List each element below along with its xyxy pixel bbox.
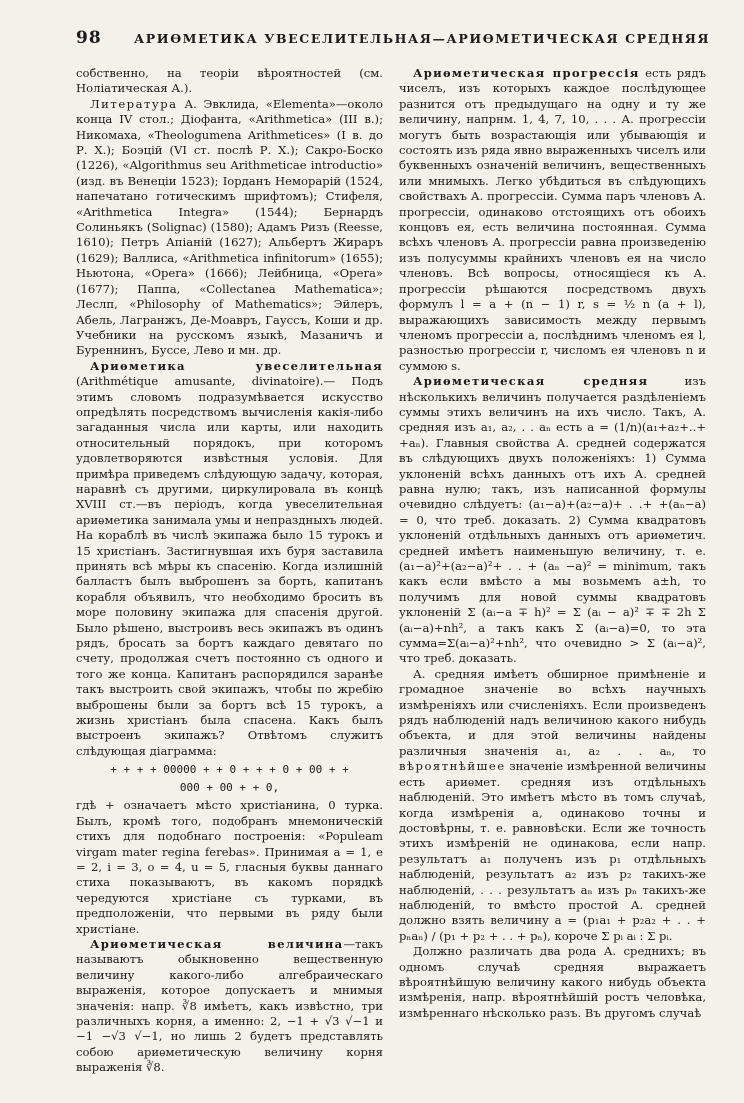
entry-term: Ариѳметическая средняя <box>413 374 649 389</box>
paragraph-text: А. средняя имѣетъ обширное примѣненіе и громадное значеніе во всѣхъ научныхъ измѣреніяхъ или счисленіяхъ. Если произведенъ рядъ наблюденій надъ величиною какого нибудь объекта, и для этой величины найдены различныя значенія a₁, a₂ . . aₙ, то <box>399 666 706 758</box>
paragraph-literature <box>76 97 383 359</box>
entry-arithmetic-amusing <box>76 359 383 760</box>
page-header <box>76 28 711 54</box>
entry-text: есть рядъ чиселъ, изъ которыхъ каждое послѣдующее разнится отъ предыдущаго на одну и ту же величину, напрнм. 1, 4, 7, 10, . . . А. прогрессіи могутъ быть возрастающія или убывающія и состоять изъ ряда явно выраженныхъ чиселъ или буквенныхъ означеній величинъ, вещественныхъ или мнимыхъ. Легко убѣдиться въ слѣдующихъ свойствахъ А. прогрессіи. Сумма паръ членовъ А. прогрессіи, одинаково отстоящихъ отъ обоихъ концовъ ея, есть величина постоянная. Сумма всѣхъ членовъ А. прогрессіи равна произведенію изъ полусуммы крайнихъ членовъ ея на число членовъ. Всѣ вопросы, относящіеся къ А. прогрессіи рѣшаются посредствомъ двухъ формулъ l = a + (n − 1) r, s = ½ n (a + l), выражающихъ зависимость между первымъ членомъ прогрессіи a, послѣднимъ членомъ ея l, разностью прогрессіи r, числомъ ея членовъ n и суммою s. <box>399 66 706 373</box>
left-column <box>76 66 383 1098</box>
paragraph-text: значеніе измѣренной величины есть ариѳмет. средняя изъ отдѣльныхъ наблюденій. Это имѣетъ мѣсто въ томъ случаѣ, когда измѣренія a, одинаково точны и достовѣрны, т. е. равновѣски. Если же точность этихъ измѣреній не одинакова, если напр. результатъ a₁ полученъ изъ p₁ отдѣльныхъ наблюденій, результатъ a₂ изъ p₂ такихъ-же наблюденій, . . . результатъ aₙ изъ pₙ такихъ-же наблюденій, то вмѣсто простой А. средней должно взять величину a = (p₁a₁ + p₂a₂ + . . + pₙaₙ) / (p₁ + p₂ + . . + pₙ), короче Σ pᵢ aᵢ : Σ pᵢ. <box>399 759 706 943</box>
paragraph: гдѣ + означаетъ мѣсто христіанина, 0 турка. Былъ, кромѣ того, подобранъ мнемоническій стихъ для подобнаго построенія: «Populeam virgam mater regina ferebas». Принимая a = 1, e = 2, i = 3, o = 4, u = 5, гласныя буквы даннаго стиха показываютъ, въ какомъ порядкѣ чередуются христіане съ турками, въ предположеніи, что первыми въ ряду были христіане. <box>76 798 383 936</box>
paragraph: собственно, на теоріи вѣроятностей (см. Ноліатическая А.). <box>76 66 383 96</box>
paragraph: Должно различать два рода А. среднихъ; въ одномъ случаѣ средняя выражаетъ вѣроятнѣйшую величину какого нибудь объекта измѣренія, напр. вѣроятнѣйшій ростъ человѣка, измѣреннаго нѣсколько разъ. Въ другомъ случаѣ <box>399 944 706 1020</box>
literature-text: А. Эвклида, «Elementa»—около конца IV стол.; Діофанта, «Arithmetica» (III в.); Никомаха, «Theologumena Arithmetices» (I в. до Р. Х.); Боэцій (VI ст. послѣ Р. Х.); Сакро-Боско (1226), «Algorithmus seu Arithmeticae introductio» (изд. въ Венеціи 1523); Іорданъ Неморарій (1524, напечатано готическимъ шрифтомъ); Стифеля, «Arithmetica Integra» (1544); Бернардъ Солиньякъ (Solignac) (1580); Адамъ Ризъ (Reesse, 1610); Петръ Апіаній (1627); Альбертъ Жираръ (1629); Валлиса, «Arithmetica infinitorum» (1655); Ньютона, «Opera» (1666); Лейбница, «Opera» (1677); Паппа, «Collectanea Mathematica»; Леслп, «Philosophy of Mathematics»; Эйлеръ, Абель, Лагранжъ, Де-Моавръ, Гауссъ, Коши и др. Учебники на русскомъ языкѣ, Мазаничъ и Буреннинъ, Буссе, Лево и мн. др. <box>76 96 383 358</box>
diagram-line: 000 + 00 + + 0, <box>179 781 280 795</box>
entry-text: изъ нѣсколькихъ величинъ получается раздѣленіемъ суммы этихъ величинъ на ихъ число. Такъ, А. средняя изъ a₁, a₂, . . aₙ есть a = (1/n)(a₁+a₂+..+ +aₙ). Главныя свойства А. средней содержатся въ слѣдующихъ двухъ положеніяхъ: 1) Сумма уклоненій всѣхъ данныхъ отъ ихъ А. средней равна нулю; такъ, изъ написанной формулы очевидно слѣдуетъ: (a₁−a)+(a₂−a)+ . .+ +(aₙ−a) = 0, что треб. доказать. 2) Сумма квадратовъ уклоненій отдѣльныхъ данныхъ отъ ариѳметич. средней имѣетъ наименьшую величину, т. е. (a₁−a)²+(a₂−a)²+ . . + (aₙ −a)² = minimum, такъ какъ если вмѣсто a мы возьмемъ a±h, то получимъ для новой суммы квадратовъ уклоненій Σ (aᵢ−a ∓ h)² = Σ (aᵢ − a)² ∓ ∓ 2h Σ (aᵢ−a)+nh², а такъ какъ Σ (aᵢ−a)=0, то эта сумма=Σ(aᵢ−a)²+nh², что очевидно > Σ (aᵢ−a)², что треб. доказать. <box>399 374 706 666</box>
right-column <box>399 66 706 1098</box>
entry-text: —такъ называютъ обыкновенно вещественную величину какого-либо алгебраическаго выраженія, которое допускаетъ и мнимыя значенія: напр. ∛8 имѣетъ, какъ извѣстно, три различныхъ корня, а именно: 2, −1 + √3 √−1 и −1 −√3 √−1, но лишь 2 будетъ представлять собою ариѳметическую величину корня выраженія ∛8. <box>76 936 383 1075</box>
emphasized-word: вѣроятнѣйшее <box>399 759 506 774</box>
entry-arithmetic-progression <box>399 66 706 374</box>
entry-text: (Arithmétique amusante, divinatoire).— Подъ этимъ словомъ подразумѣвается искусство опредѣлять посредствомъ вычисленія какія-либо загаданныя числа или карты, или находить относительный порядокъ, при которомъ удовлетворяются извѣстныя условія. Для примѣра приведемъ слѣдующую задачу, которая, наравнѣ съ другими, циркулировала въ концѣ XVIII ст.—въ періодъ, когда увеселительная ариѳметика занимала умы и непраздныхъ людей. На кораблѣ въ числѣ экипажа было 15 турокъ и 15 христіанъ. Застигнувшая ихъ буря заставила принять всѣ мѣры къ спасенію. Когда излишній балластъ былъ выброшенъ за борть, капитанъ корабля объявилъ, что необходимо бросить въ море половину экипажа для спасенія другой. Было рѣшено, выстроивъ весь экипажъ въ одинъ рядъ, бросать за бортъ каждаго девятаго по счету, продолжая счетъ постоянно съ одного и того же конца. Капитанъ распорядился заранѣе такъ выстроить свой экипажъ, чтобы по жребію выброшены были за бортъ всѣ 15 турокъ, а жизнь христіанъ была спасена. Какъ былъ выстроенъ экипажъ? Отвѣтомъ служитъ слѣдующая діаграмма: <box>76 374 383 758</box>
text-columns <box>76 66 706 1098</box>
entry-term: Ариѳметическая прогрессія <box>413 66 640 80</box>
entry-term: Ариѳметика увеселительная <box>90 358 383 373</box>
entry-arithmetic-mean <box>399 374 706 667</box>
diagram-line: + + + + 00000 + + 0 + + + 0 + 00 + + <box>110 763 349 777</box>
literature-label: Литература <box>90 96 178 111</box>
paragraph <box>399 667 706 944</box>
running-title: АРИѲМЕТИКА УВЕСЕЛИТЕЛЬНАЯ—АРИѲМЕТИЧЕСКАЯ СРЕДНЯЯ <box>134 31 711 46</box>
entry-arithmetic-value <box>76 937 383 1076</box>
page-number: 98 <box>76 28 102 48</box>
entry-term: Ариѳметическая величина <box>90 936 344 951</box>
